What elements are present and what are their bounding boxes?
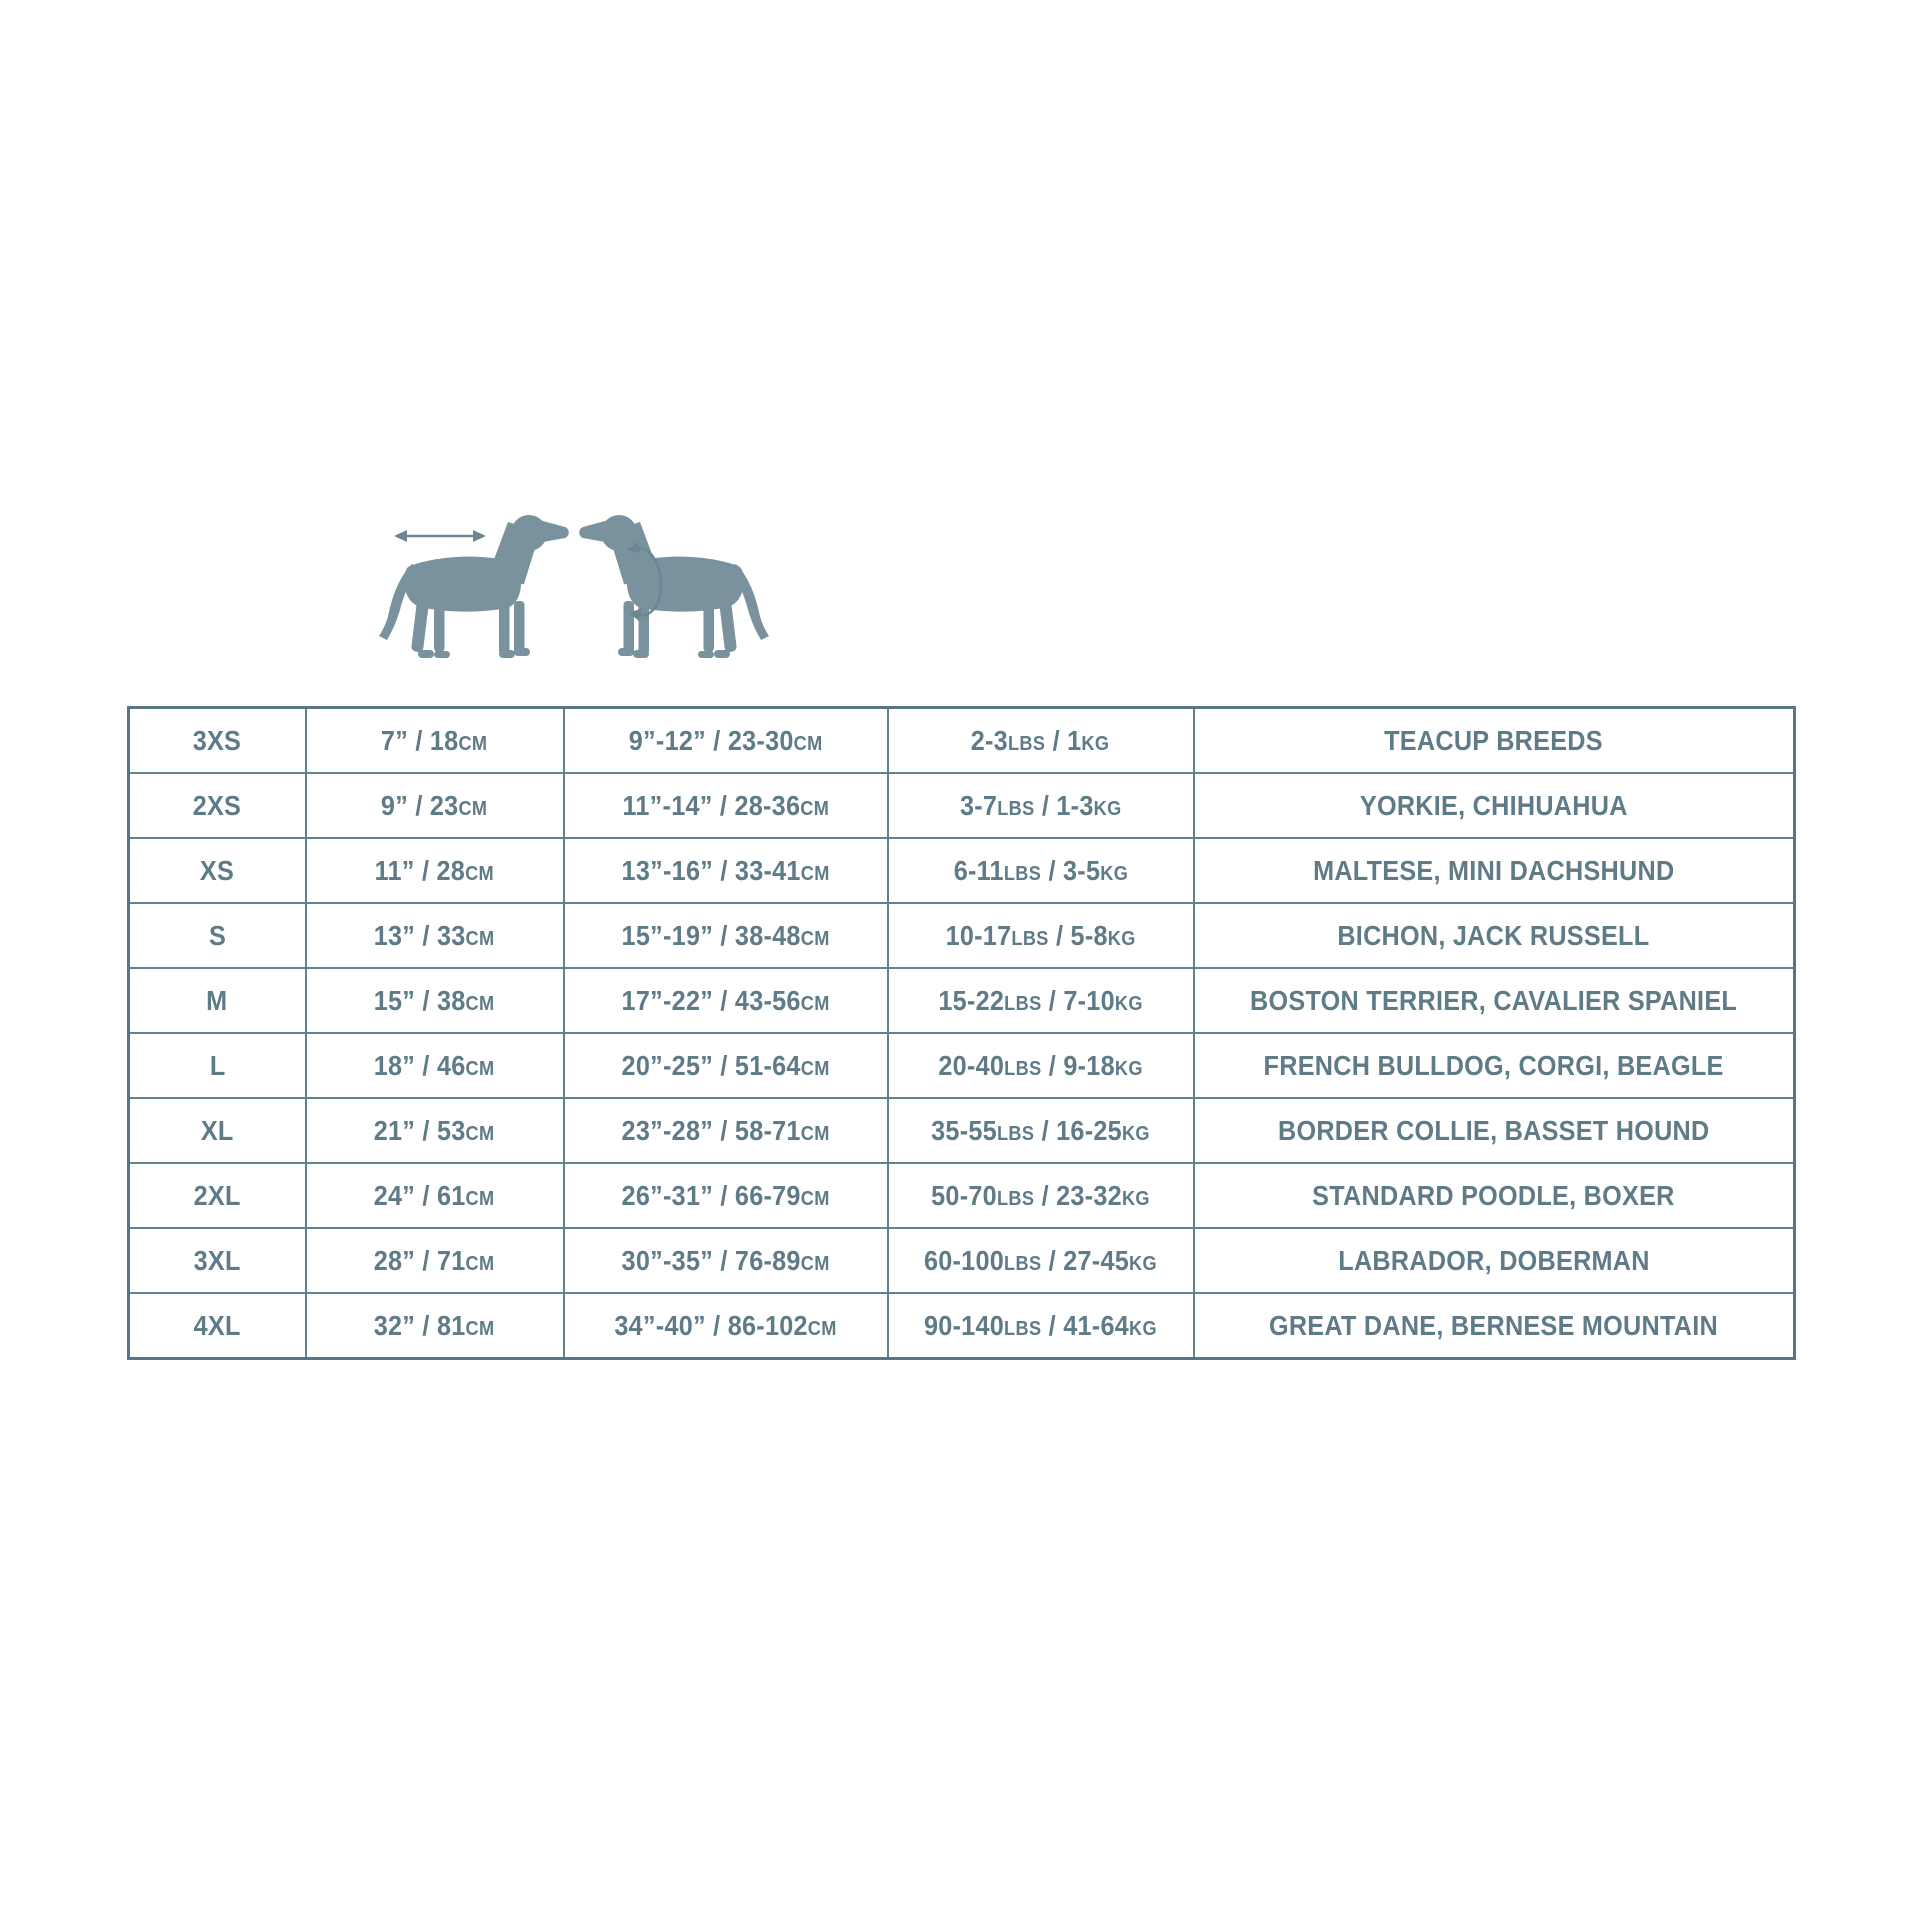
chest-girth-cell: 11”-14” / 28-36CM [564, 773, 888, 838]
back-length-cell: 13” / 33CM [306, 903, 564, 968]
breeds-cell: FRENCH BULLDOG, CORGI, BEAGLE [1194, 1033, 1795, 1098]
back-length-cell: 9” / 23CM [306, 773, 564, 838]
dog-chest-girth-icon [579, 515, 769, 658]
table-row [129, 1098, 1795, 1163]
chest-girth-cell: 20”-25” / 51-64CM [564, 1033, 888, 1098]
breeds-cell: BICHON, JACK RUSSELL [1194, 903, 1795, 968]
chest-girth-cell: 13”-16” / 33-41CM [564, 838, 888, 903]
breeds-cell: YORKIE, CHIHUAHUA [1194, 773, 1795, 838]
size-cell: 3XS [129, 708, 306, 774]
table-row [129, 903, 1795, 968]
back-length-cell: 18” / 46CM [306, 1033, 564, 1098]
size-cell: XL [129, 1098, 306, 1163]
back-length-arrow-icon [394, 530, 486, 542]
size-cell: M [129, 968, 306, 1033]
weight-cell: 60-100LBS / 27-45KG [888, 1228, 1194, 1293]
chest-girth-cell: 17”-22” / 43-56CM [564, 968, 888, 1033]
weight-cell: 2-3LBS / 1KG [888, 708, 1194, 774]
back-length-cell: 15” / 38CM [306, 968, 564, 1033]
size-cell: 2XL [129, 1163, 306, 1228]
chest-girth-cell: 9”-12” / 23-30CM [564, 708, 888, 774]
table-row [129, 773, 1795, 838]
back-length-cell: 24” / 61CM [306, 1163, 564, 1228]
breeds-cell: BOSTON TERRIER, CAVALIER SPANIEL [1194, 968, 1795, 1033]
chest-girth-cell: 23”-28” / 58-71CM [564, 1098, 888, 1163]
size-cell: 2XS [129, 773, 306, 838]
back-length-cell: 7” / 18CM [306, 708, 564, 774]
size-chart-body [129, 708, 1795, 1359]
table-row [129, 838, 1795, 903]
size-cell: XS [129, 838, 306, 903]
chest-girth-cell: 30”-35” / 76-89CM [564, 1228, 888, 1293]
weight-cell: 3-7LBS / 1-3KG [888, 773, 1194, 838]
table-row [129, 968, 1795, 1033]
back-length-cell: 21” / 53CM [306, 1098, 564, 1163]
size-chart-table [127, 706, 1796, 1360]
size-cell: S [129, 903, 306, 968]
weight-cell: 20-40LBS / 9-18KG [888, 1033, 1194, 1098]
weight-cell: 15-22LBS / 7-10KG [888, 968, 1194, 1033]
table-row [129, 708, 1795, 774]
breeds-cell: TEACUP BREEDS [1194, 708, 1795, 774]
back-length-cell: 32” / 81CM [306, 1293, 564, 1359]
table-row [129, 1228, 1795, 1293]
size-cell: 3XL [129, 1228, 306, 1293]
breeds-cell: LABRADOR, DOBERMAN [1194, 1228, 1795, 1293]
table-row [129, 1163, 1795, 1228]
weight-cell: 6-11LBS / 3-5KG [888, 838, 1194, 903]
table-row [129, 1033, 1795, 1098]
size-cell: 4XL [129, 1293, 306, 1359]
breeds-cell: GREAT DANE, BERNESE MOUNTAIN [1194, 1293, 1795, 1359]
weight-cell: 35-55LBS / 16-25KG [888, 1098, 1194, 1163]
weight-cell: 10-17LBS / 5-8KG [888, 903, 1194, 968]
weight-cell: 90-140LBS / 41-64KG [888, 1293, 1194, 1359]
table-row [129, 1293, 1795, 1359]
breeds-cell: MALTESE, MINI DACHSHUND [1194, 838, 1795, 903]
breeds-cell: STANDARD POODLE, BOXER [1194, 1163, 1795, 1228]
back-length-cell: 11” / 28CM [306, 838, 564, 903]
chest-girth-cell: 34”-40” / 86-102CM [564, 1293, 888, 1359]
weight-cell: 50-70LBS / 23-32KG [888, 1163, 1194, 1228]
chest-girth-cell: 15”-19” / 38-48CM [564, 903, 888, 968]
chest-girth-cell: 26”-31” / 66-79CM [564, 1163, 888, 1228]
size-cell: L [129, 1033, 306, 1098]
dog-measurement-illustration [372, 506, 776, 666]
back-length-cell: 28” / 71CM [306, 1228, 564, 1293]
breeds-cell: BORDER COLLIE, BASSET HOUND [1194, 1098, 1795, 1163]
size-chart-container [127, 706, 1796, 1360]
